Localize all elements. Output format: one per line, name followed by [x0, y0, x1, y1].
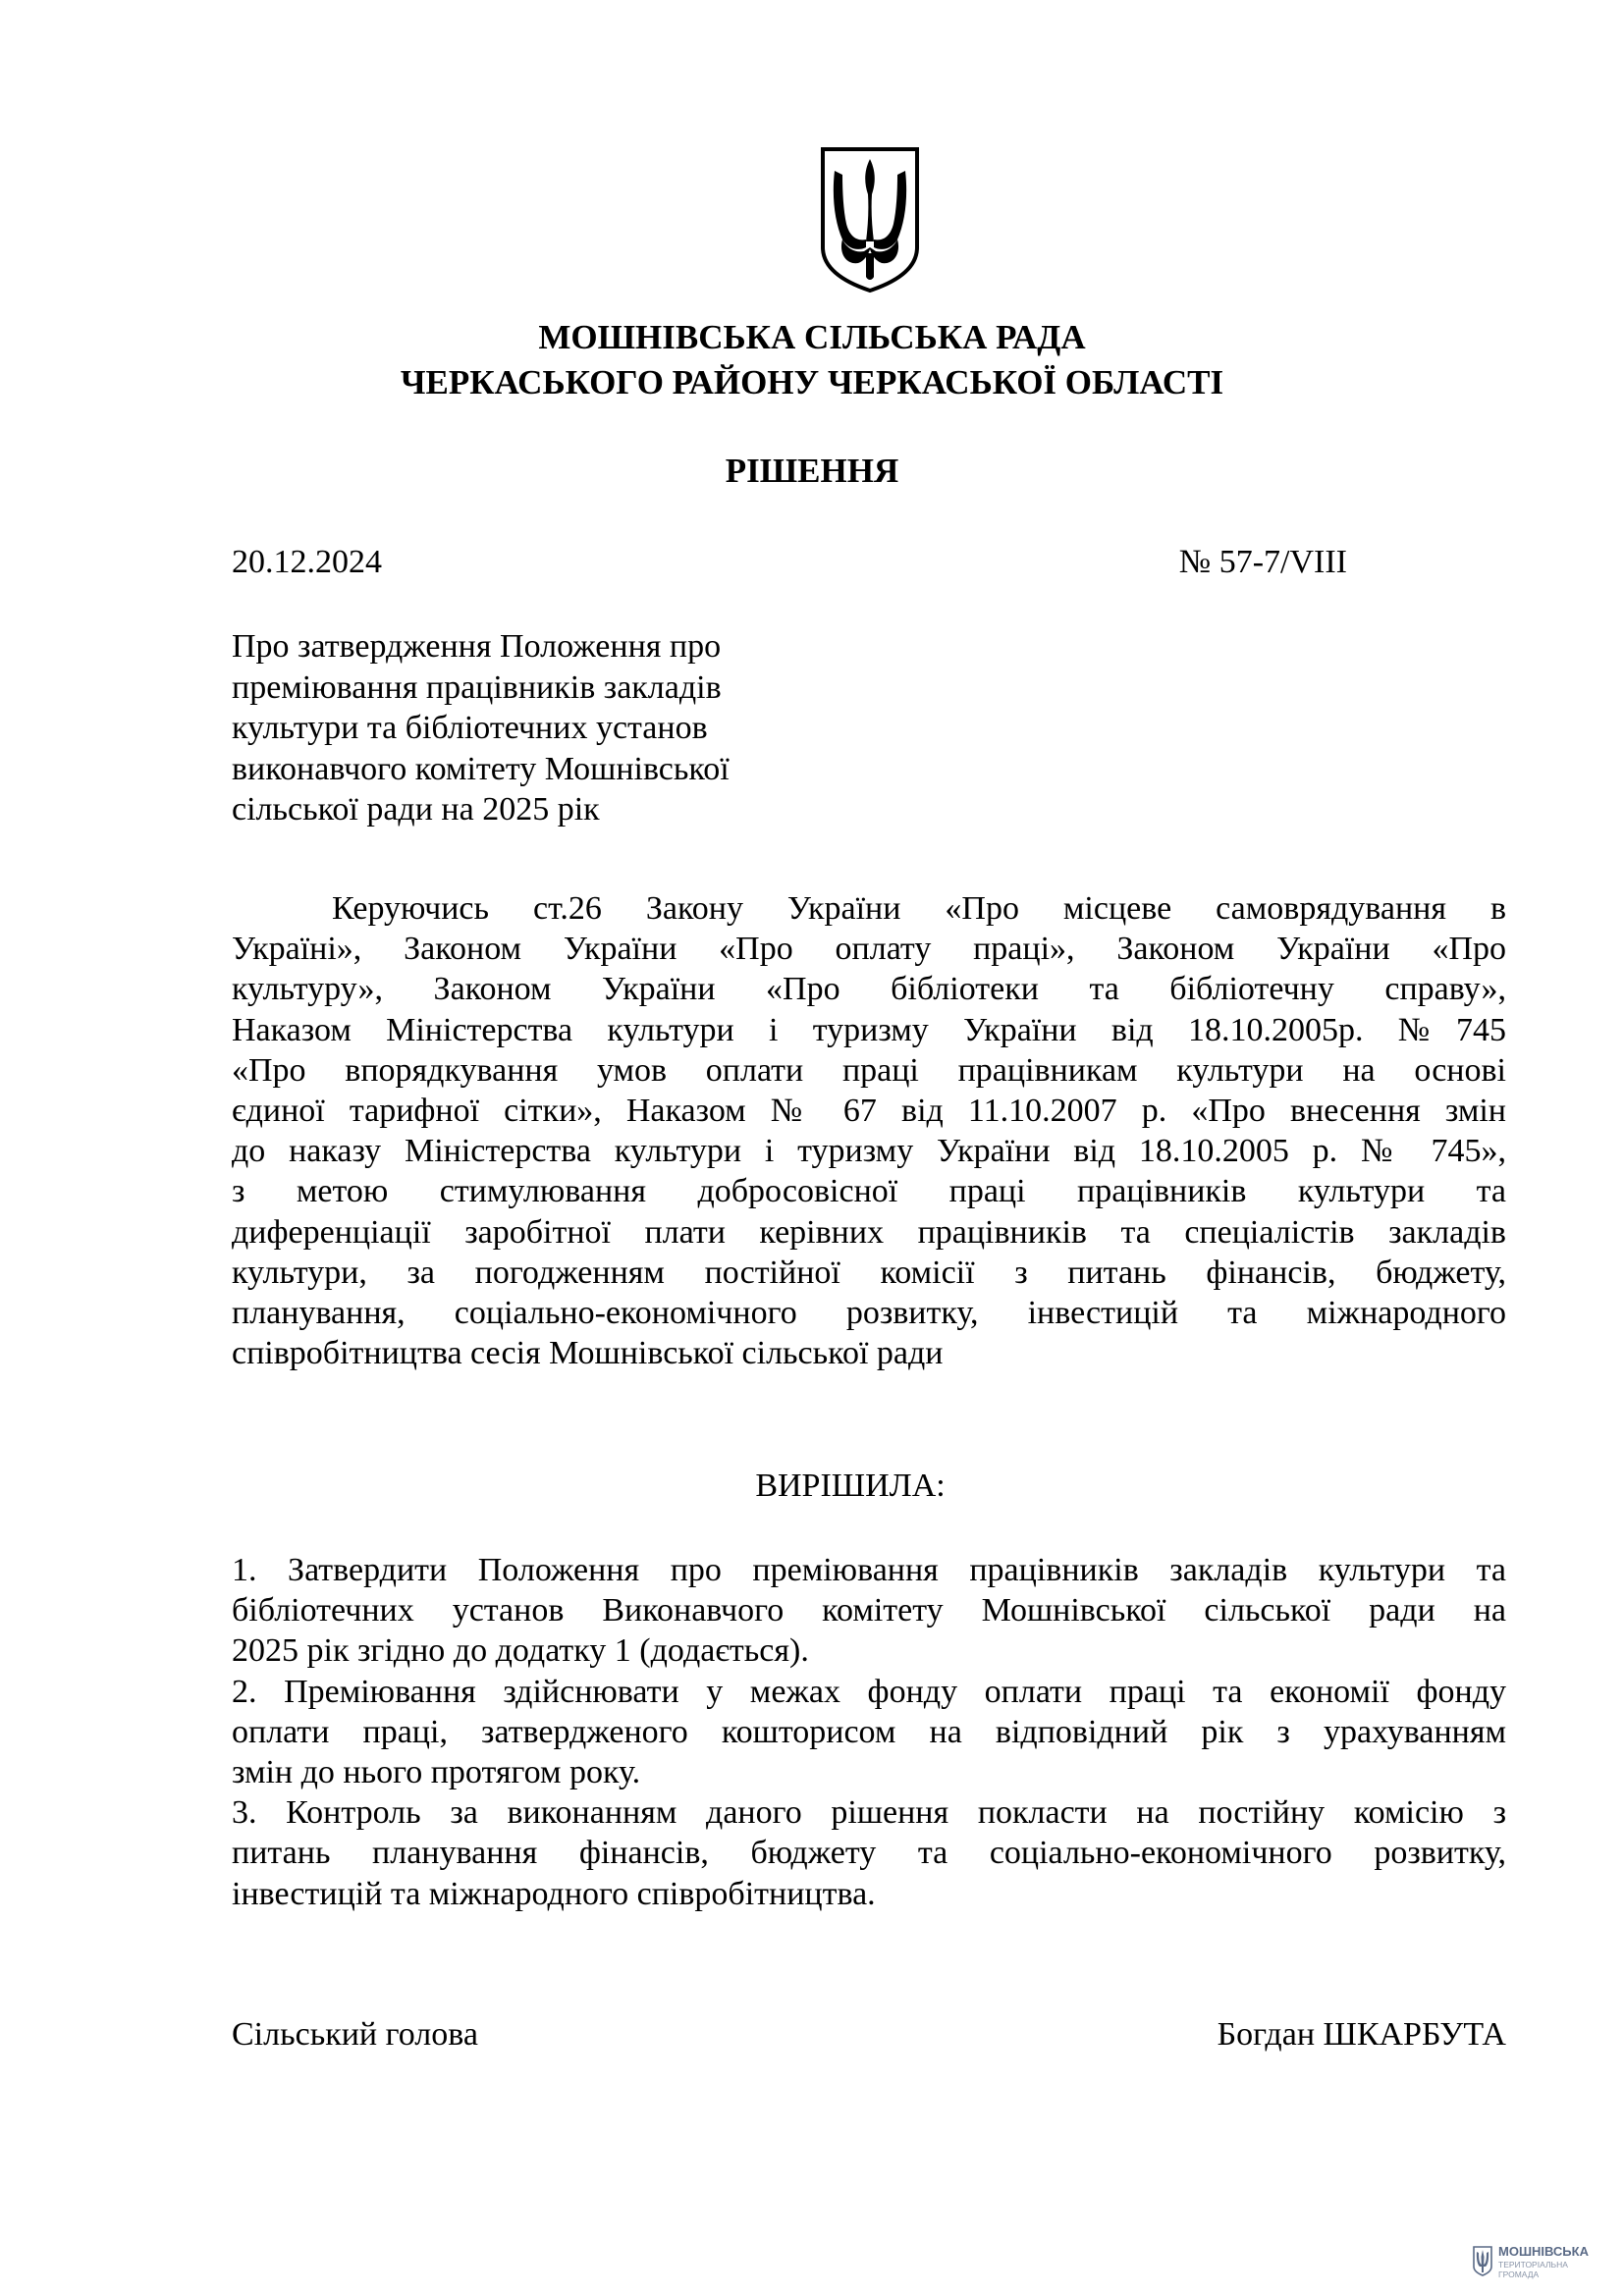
community-logo	[1472, 2243, 1589, 2284]
item-line: інвестицій та міжнародного співробітництва.	[232, 1875, 876, 1912]
trident-logo-icon	[1472, 2245, 1493, 2276]
item-line: питань планування фінансів, бюджету та соціально-економічного розвитку,	[232, 1835, 1506, 1872]
logo-subtitle: ТЕРИТОРІАЛЬНА	[1498, 2260, 1568, 2269]
signer-role: Сільський голова	[232, 2016, 478, 2053]
decision-date: 20.12.2024	[232, 544, 382, 580]
subject-line: Про затвердження Положення про	[232, 628, 722, 665]
item-line: 1. Затвердити Положення про преміювання працівників закладів культури та	[232, 1552, 1506, 1588]
item-line: змін до нього протягом року.	[232, 1754, 641, 1791]
item-line: оплати праці, затвердженого кошторисом на відповідний рік з урахуванням	[232, 1713, 1506, 1750]
item-line: бібліотечних установ Виконавчого комітету Мошнівської сільської ради на	[232, 1592, 1506, 1629]
council-name: МОШНІВСЬКА СІЛЬСЬКА РАДА	[538, 318, 1086, 356]
preamble-line: з метою стимулювання добросовісної праці працівників культури та	[232, 1173, 1506, 1210]
signer-name: Богдан ШКАРБУТА	[1217, 2016, 1506, 2053]
preamble-line: культуру», Законом України «Про бібліотеки та бібліотечну справу»,	[232, 971, 1506, 1008]
decision-subject	[232, 626, 899, 830]
preamble-line: планування, соціально-економічного розвитку, інвестицій та міжнародного	[232, 1295, 1506, 1332]
item-line: 2. Преміювання здійснювати у межах фонду оплати праці та економії фонду	[232, 1673, 1506, 1710]
document-type-title: РІШЕННЯ	[725, 452, 899, 490]
logo-subtitle: ГРОМАДА	[1498, 2269, 1540, 2279]
preamble-paragraph	[232, 888, 1506, 1373]
decided-label: ВИРІШИЛА:	[755, 1468, 946, 1504]
preamble-line: Україні», Законом України «Про оплату праці», Законом України «Про	[232, 931, 1506, 968]
subject-line: культури та бібліотечних установ	[232, 710, 708, 746]
preamble-line: культури, за погодженням постійної комісії з питань фінансів, бюджету,	[232, 1254, 1506, 1291]
preamble-line: Керуючись ст.26 Закону України «Про місцеве самоврядування в	[332, 890, 1506, 927]
region-name: ЧЕРКАСЬКОГО РАЙОНУ ЧЕРКАСЬКОЇ ОБЛАСТІ	[400, 363, 1224, 401]
subject-line: сільської ради на 2025 рік	[232, 791, 600, 828]
preamble-line: єдиної тарифної сітки», Наказом № 67 від 11.10.2007 р. «Про внесення змін	[232, 1093, 1506, 1130]
signature-block	[232, 2015, 1506, 2055]
preamble-line: диференціації заробітної плати керівних працівників та спеціалістів закладів	[232, 1213, 1506, 1251]
decided-heading	[0, 1467, 1624, 1506]
subject-line: виконавчого комітету Мошнівської	[232, 750, 730, 787]
preamble-line: «Про впорядкування умов оплати праці працівникам культури на основі	[232, 1051, 1506, 1089]
decision-number: № 57-7/VIII	[1178, 544, 1347, 580]
coat-of-arms-icon	[817, 145, 923, 294]
preamble-line: співробітництва сесія Мошнівської сільської ради	[232, 1335, 944, 1372]
item-line: 2025 рік згідно до додатку 1 (додається).	[232, 1632, 809, 1670]
logo-title: МОШНІВСЬКА	[1498, 2244, 1589, 2259]
preamble-line: Наказом Міністерства культури і туризму України від 18.10.2005р. №745	[232, 1011, 1506, 1048]
preamble-line: до наказу Міністерства культури і туризму України від 18.10.2005 р. № 745»,	[232, 1133, 1506, 1170]
item-line: 3. Контроль за виконанням даного рішення покласти на постійну комісію з	[232, 1794, 1506, 1832]
subject-line: преміювання працівників закладів	[232, 668, 722, 706]
decision-items	[232, 1550, 1506, 1914]
